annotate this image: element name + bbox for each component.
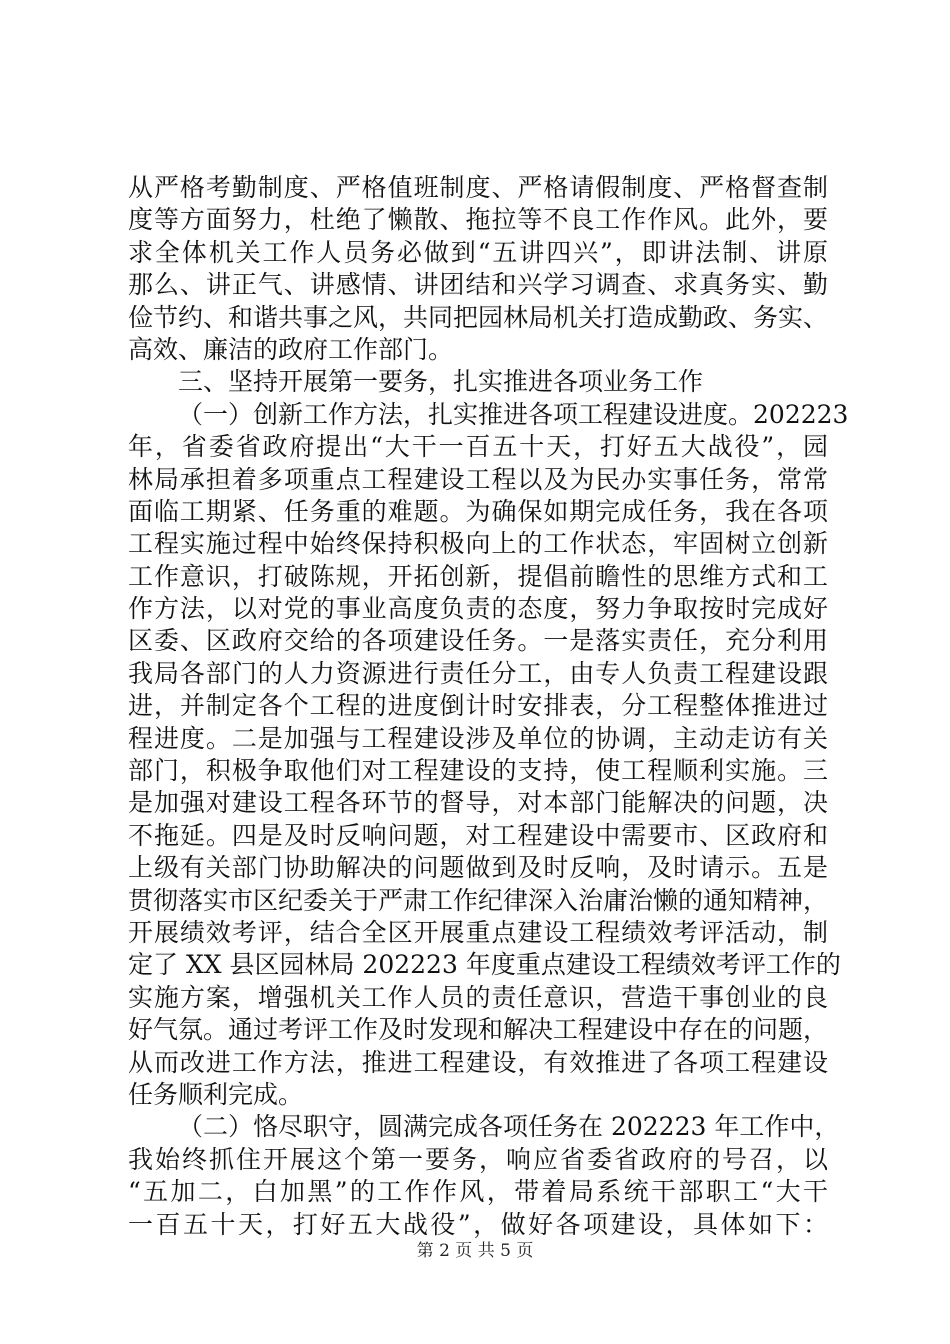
- text-line: 部门，积极争取他们对工程建设的支持，使工程顺利实施。三: [128, 756, 828, 786]
- section-heading: 三、坚持开展第一要务，扎实推进各项业务工作: [178, 367, 704, 397]
- page-footer: 第 2 页 共 5 页: [416, 1241, 534, 1261]
- text-line: 是加强对建设工程各环节的督导，对本部门能解决的问题，决: [128, 788, 828, 818]
- text-line: （一）创新工作方法，扎实推进各项工程建设进度。202223: [178, 399, 849, 429]
- text-line: 定了 XX 县区园林局 202223 年度重点建设工程绩效考评工作的: [128, 950, 841, 980]
- text-line: 年，省委省政府提出“大干一百五十天，打好五大战役”，园: [128, 432, 828, 462]
- text-line: 那么、讲正气、讲感情、讲团结和兴学习调查、求真务实、勤: [128, 270, 828, 300]
- text-line: 进，并制定各个工程的进度倒计时安排表，分工程整体推进过: [128, 691, 828, 721]
- text-line: 从而改进工作方法，推进工程建设，有效推进了各项工程建设: [128, 1047, 828, 1077]
- text-line: 我始终抓住开展这个第一要务，响应省委省政府的号召，以: [128, 1144, 828, 1174]
- text-line: 求全体机关工作人员务必做到“五讲四兴”，即讲法制、讲原: [128, 237, 828, 267]
- text-line: 从严格考勤制度、严格值班制度、严格请假制度、严格督查制: [128, 173, 828, 202]
- text-line: 不拖延。四是及时反响问题，对工程建设中需要市、区政府和: [128, 820, 828, 850]
- text-line: 作方法，以对党的事业高度负责的态度，努力争取按时完成好: [128, 594, 828, 624]
- text-line: 任务顺利完成。: [128, 1079, 304, 1109]
- text-line: 俭节约、和谐共事之风，共同把园林局机关打造成勤政、务实、: [128, 302, 829, 332]
- text-line: 工作意识，打破陈规，开拓创新，提倡前瞻性的思维方式和工: [128, 561, 828, 591]
- text-line: “五加二，白加黑”的工作作风，带着局系统干部职工“大干: [128, 1177, 828, 1207]
- text-line: 面临工期紧、任务重的难题。为确保如期完成任务，我在各项: [128, 496, 828, 526]
- text-line: 度等方面努力，杜绝了懒散、拖拉等不良工作作风。此外，要: [128, 205, 828, 235]
- text-line: 贯彻落实市区纪委关于严肃工作纪律深入治庸治懒的通知精神，: [128, 885, 829, 915]
- text-line: 高效、廉洁的政府工作部门。: [128, 334, 454, 364]
- text-line: 我局各部门的人力资源进行责任分工，由专人负责工程建设跟: [128, 658, 828, 688]
- text-line: 开展绩效考评，结合全区开展重点建设工程绩效考评活动，制: [128, 917, 828, 947]
- document-body: [128, 172, 849, 1241]
- text-line: 好气氛。通过考评工作及时发现和解决工程建设中存在的问题，: [128, 1015, 829, 1045]
- text-line: 程进度。二是加强与工程建设涉及单位的协调，主动走访有关: [128, 723, 828, 753]
- text-line: 一百五十天，打好五大战役”，做好各项建设，具体如下：: [128, 1209, 828, 1239]
- text-line: （二）恪尽职守，圆满完成各项任务在 202223 年工作中，: [178, 1112, 840, 1142]
- text-line: 实施方案，增强机关工作人员的责任意识，营造干事创业的良: [128, 982, 828, 1012]
- text-line: 上级有关部门协助解决的问题做到及时反响，及时请示。五是: [128, 853, 828, 883]
- text-line: 区委、区政府交给的各项建设任务。一是落实责任，充分利用: [128, 626, 828, 656]
- text-line: 林局承担着多项重点工程建设工程以及为民办实事任务，常常: [128, 464, 828, 494]
- text-line: 工程实施过程中始终保持积极向上的工作状态，牢固树立创新: [128, 529, 828, 559]
